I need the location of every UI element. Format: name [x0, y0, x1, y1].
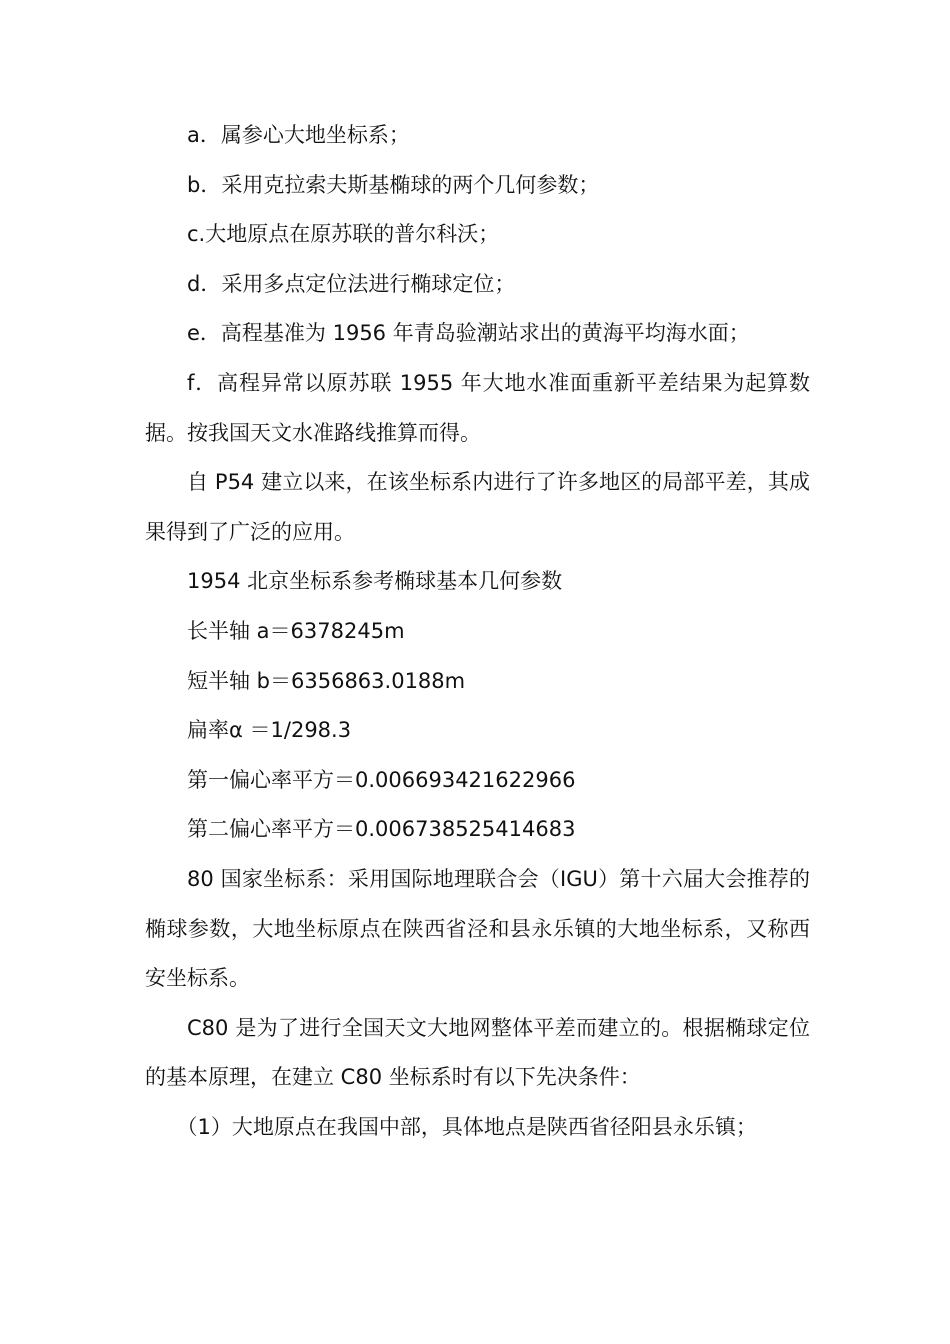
- flattening: 扁率α ＝1/298.3: [187, 718, 352, 743]
- item-f: f．高程异常以原苏联 1955 年大地水准面重新平差结果为起算数据。按我国天文水准路线推算而得。: [145, 370, 810, 445]
- xian80-paragraph: 80 国家坐标系：采用国际地理联合会（IGU）第十六届大会推荐的椭球参数，大地坐标原点在陕西省泾和县永乐镇的大地坐标系，又称西安坐标系。: [145, 866, 810, 991]
- p54-paragraph: 自 P54 建立以来，在该坐标系内进行了许多地区的局部平差，其成果得到了广泛的应用。: [145, 470, 810, 544]
- item-a: a．属参心大地坐标系；: [187, 123, 410, 147]
- document-body: [145, 111, 810, 1152]
- semi-major-axis: 长半轴 a＝6378245m: [187, 618, 405, 643]
- item-c: c.大地原点在原苏联的普尔科沃；: [187, 222, 500, 247]
- condition-1: （1）大地原点在我国中部，具体地点是陕西省径阳县永乐镇；: [176, 1114, 757, 1139]
- item-b: b．采用克拉索夫斯基椭球的两个几何参数；: [187, 172, 600, 197]
- c80-paragraph: C80 是为了进行全国天文大地网整体平差而建立的。根据椭球定位的基本原理，在建立 C80 坐标系时有以下先决条件：: [145, 1015, 810, 1090]
- first-eccentricity-squared: 第一偏心率平方＝0.006693421622966: [187, 767, 576, 792]
- item-d: d．采用多点定位法进行椭球定位；: [187, 271, 516, 296]
- semi-minor-axis: 短半轴 b＝6356863.0188m: [187, 668, 466, 693]
- second-eccentricity-squared: 第二偏心率平方＝0.006738525414683: [187, 817, 576, 842]
- parameters-heading: 1954 北京坐标系参考椭球基本几何参数: [187, 569, 563, 594]
- item-e: e．高程基准为 1956 年青岛验潮站求出的黄海平均海水面；: [187, 321, 750, 346]
